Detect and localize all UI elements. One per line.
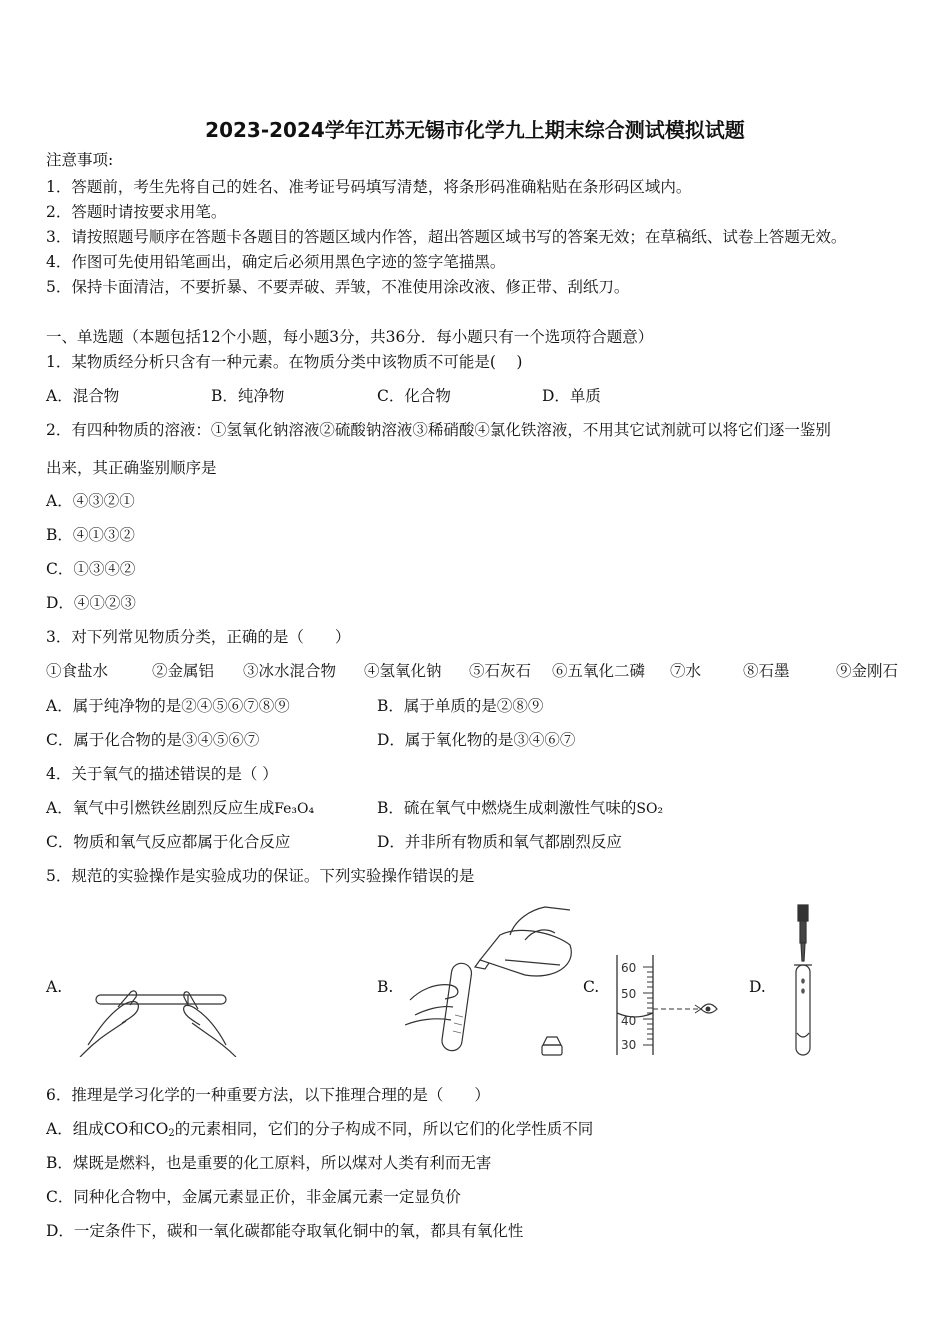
q4-option-c: C．物质和氧气反应都属于化合反应 — [46, 833, 291, 851]
q4-option-a-formula: Fe₃O₄ — [274, 801, 315, 817]
q5-label-c: C. — [583, 978, 600, 996]
q4-option-a — [46, 798, 314, 819]
notice-item: 4．作图可先使用铅笔画出，确定后必须用黑色字迹的签字笔描黑。 — [46, 253, 506, 271]
q1-option-c: C．化合物 — [377, 387, 451, 405]
cylinder-reading-figure — [615, 955, 720, 1058]
q3-material: ①食盐水 — [46, 662, 109, 680]
q3-option-d: D．属于氧化物的是③④⑥⑦ — [377, 731, 576, 749]
scale-label-40: 40 — [621, 1014, 637, 1028]
q2-stem: 2．有四种物质的溶液：①氢氧化钠溶液②硫酸钠溶液③稀硝酸④氯化铁溶液，不用其它试剂就可以将它们逐一鉴别 — [46, 421, 831, 439]
q4-stem: 4．关于氧气的描述错误的是（ ） — [46, 765, 278, 783]
q3-material: ⑨金刚石 — [836, 662, 899, 680]
dropper-test-tube-figure — [790, 903, 820, 1058]
section-heading: 一、单选题（本题包括12个小题，每小题3分，共36分．每小题只有一个选项符合题意） — [46, 328, 654, 346]
scale-label-50: 50 — [621, 987, 637, 1001]
q4-option-d: D．并非所有物质和氧气都剧烈反应 — [377, 833, 622, 851]
notice-item: 1．答题前，考生先将自己的姓名、准考证号码填写清楚，将条形码准确粘贴在条形码区域内。 — [46, 178, 692, 196]
q6-option-d: D．一定条件下，碳和一氧化碳都能夺取氧化铜中的氧，都具有氧化性 — [46, 1222, 524, 1240]
page-title: 2023-2024学年江苏无锡市化学九上期末综合测试模拟试题 — [205, 118, 745, 142]
q6-option-c: C．同种化合物中，金属元素显正价，非金属元素一定显负价 — [46, 1188, 461, 1206]
notice-item: 5．保持卡面清洁，不要折暴、不要弄破、弄皱，不准使用涂改液、修正带、刮纸刀。 — [46, 278, 630, 296]
q1-option-b: B．纯净物 — [211, 387, 285, 405]
q3-material: ⑧石墨 — [743, 662, 790, 680]
q4-option-a-text: A．氧气中引燃铁丝剧烈反应生成 — [46, 799, 275, 817]
notice-heading: 注意事项: — [46, 151, 114, 169]
notice-item: 2．答题时请按要求用笔。 — [46, 203, 227, 221]
test-tube-hands-figure — [78, 975, 238, 1057]
q2-option-c: C．①③④② — [46, 560, 136, 578]
q3-option-a: A．属于纯净物的是②④⑤⑥⑦⑧⑨ — [46, 697, 290, 715]
q4-option-b-text: B．硫在氧气中燃烧生成刺激性气味的 — [377, 799, 637, 817]
q3-option-c: C．属于化合物的是③④⑤⑥⑦ — [46, 731, 260, 749]
q6-option-a-post: 的元素相同，它们的分子构成不同，所以它们的化学性质不同 — [174, 1120, 594, 1138]
q1-option-a: A．混合物 — [46, 387, 120, 405]
q6-option-a-sub: 2 — [168, 1128, 175, 1139]
q4-option-b-formula: SO₂ — [636, 801, 664, 817]
q3-material: ③冰水混合物 — [243, 662, 337, 680]
q5-label-b: B. — [377, 978, 394, 996]
q2-option-a: A．④③②① — [46, 492, 135, 510]
q1-option-d: D．单质 — [542, 387, 601, 405]
q2-stem-cont: 出来，其正确鉴别顺序是 — [46, 459, 217, 477]
q3-material: ⑥五氧化二磷 — [552, 662, 646, 680]
q3-option-b: B．属于单质的是②⑧⑨ — [377, 697, 544, 715]
q6-option-b: B．煤既是燃料，也是重要的化工原料，所以煤对人类有利而无害 — [46, 1154, 492, 1172]
q2-option-b: B．④①③② — [46, 526, 135, 544]
q6-stem: 6．推理是学习化学的一种重要方法，以下推理合理的是（ ） — [46, 1086, 490, 1104]
q1-stem: 1．某物质经分析只含有一种元素。在物质分类中该物质不可能是( ) — [46, 353, 523, 371]
q5-label-a: A. — [46, 978, 63, 996]
scale-label-30: 30 — [621, 1038, 637, 1052]
q3-stem: 3．对下列常见物质分类，正确的是（ ） — [46, 628, 351, 646]
q3-material: ⑦水 — [670, 662, 702, 680]
notice-item: 3．请按照题号顺序在答题卡各题目的答题区域内作答，超出答题区域书写的答案无效；在草稿纸、试卷上答题无效。 — [46, 228, 847, 246]
q5-stem: 5．规范的实验操作是实验成功的保证。下列实验操作错误的是 — [46, 867, 475, 885]
eye-icon — [701, 1004, 717, 1013]
q6-option-a — [46, 1119, 593, 1144]
q4-option-b — [377, 798, 663, 819]
q5-label-d: D. — [749, 978, 766, 996]
q3-material: ④氢氧化钠 — [364, 662, 442, 680]
pouring-liquid-figure — [405, 905, 585, 1060]
q2-option-d: D．④①②③ — [46, 594, 136, 612]
scale-label-60: 60 — [621, 961, 637, 975]
q6-option-a-pre: A．组成CO和CO — [46, 1120, 169, 1138]
q3-material: ⑤石灰石 — [469, 662, 532, 680]
q3-material: ②金属铝 — [152, 662, 215, 680]
